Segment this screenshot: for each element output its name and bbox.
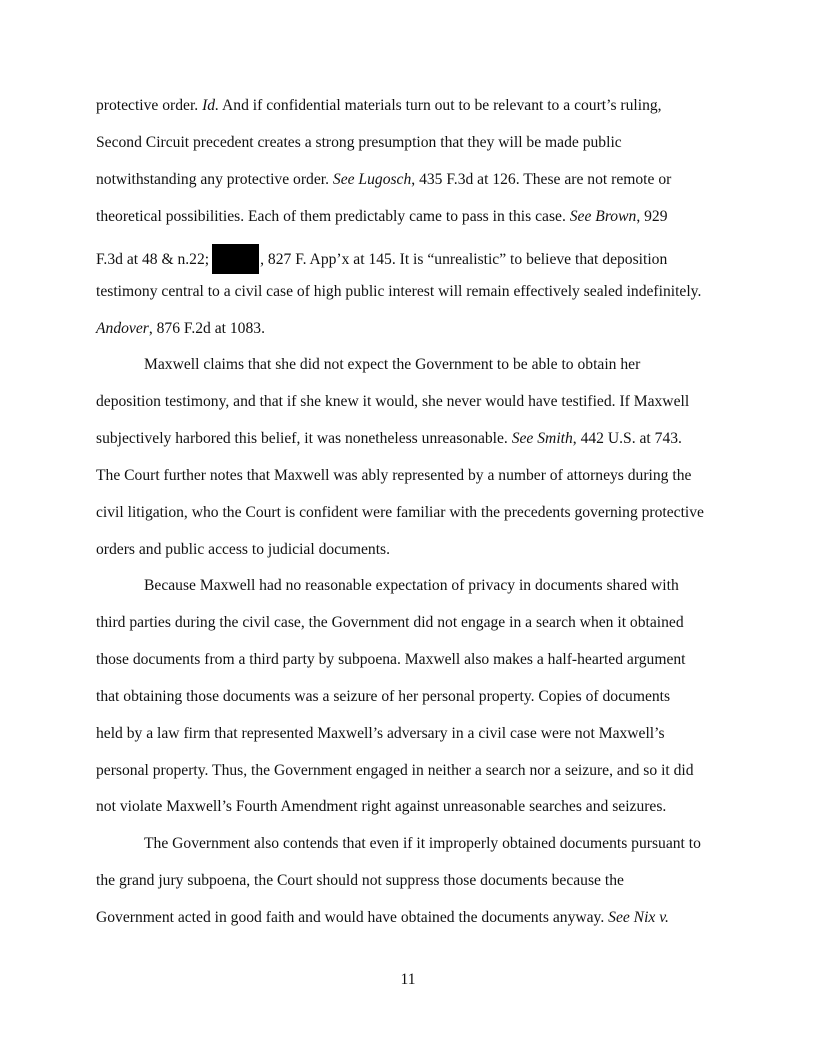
text-line: that obtaining those documents was a seizure of her personal property. Copies of documents <box>96 688 671 705</box>
text-line: held by a law firm that represented Maxwell’s adversary in a civil case were not Maxwell’s <box>96 725 665 742</box>
text-line: protective order. Id. And if confidential materials turn out to be relevant to a court’s ruling, <box>96 97 662 114</box>
text-line: civil litigation, who the Court is confident were familiar with the precedents governing protective <box>96 504 704 521</box>
text-line: testimony central to a civil case of high public interest will remain effectively sealed indefinitely. <box>96 283 702 300</box>
text-line: third parties during the civil case, the Government did not engage in a search when it obtained <box>96 614 684 631</box>
text-line: deposition testimony, and that if she knew it would, she never would have testified. If Maxwell <box>96 393 690 410</box>
text-line: The Court further notes that Maxwell was ably represented by a number of attorneys during the <box>96 467 692 484</box>
text-line: F.3d at 48 & n.22; , 827 F. App’x at 145. It is “unrealistic” to believe that deposition <box>96 244 667 274</box>
page-number: 11 <box>400 971 416 988</box>
text-line: subjectively harbored this belief, it was nonetheless unreasonable. See Smith, 442 U.S. at 743. <box>96 430 682 447</box>
text-line: orders and public access to judicial documents. <box>96 541 391 558</box>
text-line: notwithstanding any protective order. See Lugosch, 435 F.3d at 126. These are not remote or <box>96 171 672 188</box>
text-line: theoretical possibilities. Each of them predictably came to pass in this case. See Brown, 929 <box>96 208 668 225</box>
text-line: those documents from a third party by subpoena. Maxwell also makes a half-hearted argument <box>96 651 686 668</box>
text-line: personal property. Thus, the Government engaged in neither a search nor a seizure, and so it did <box>96 762 694 779</box>
redaction-box <box>212 244 259 274</box>
text-line: The Government also contends that even if it improperly obtained documents pursuant to <box>144 835 701 852</box>
text-line: Andover, 876 F.2d at 1083. <box>96 320 265 337</box>
text-line: Government acted in good faith and would have obtained the documents anyway. See Nix v. <box>96 909 669 926</box>
text-line: not violate Maxwell’s Fourth Amendment right against unreasonable searches and seizures. <box>96 798 667 815</box>
text-line: Because Maxwell had no reasonable expectation of privacy in documents shared with <box>144 577 679 594</box>
text-line: the grand jury subpoena, the Court should not suppress those documents because the <box>96 872 624 889</box>
text-line: Maxwell claims that she did not expect the Government to be able to obtain her <box>144 356 641 373</box>
text-line: Second Circuit precedent creates a strong presumption that they will be made public <box>96 134 622 151</box>
